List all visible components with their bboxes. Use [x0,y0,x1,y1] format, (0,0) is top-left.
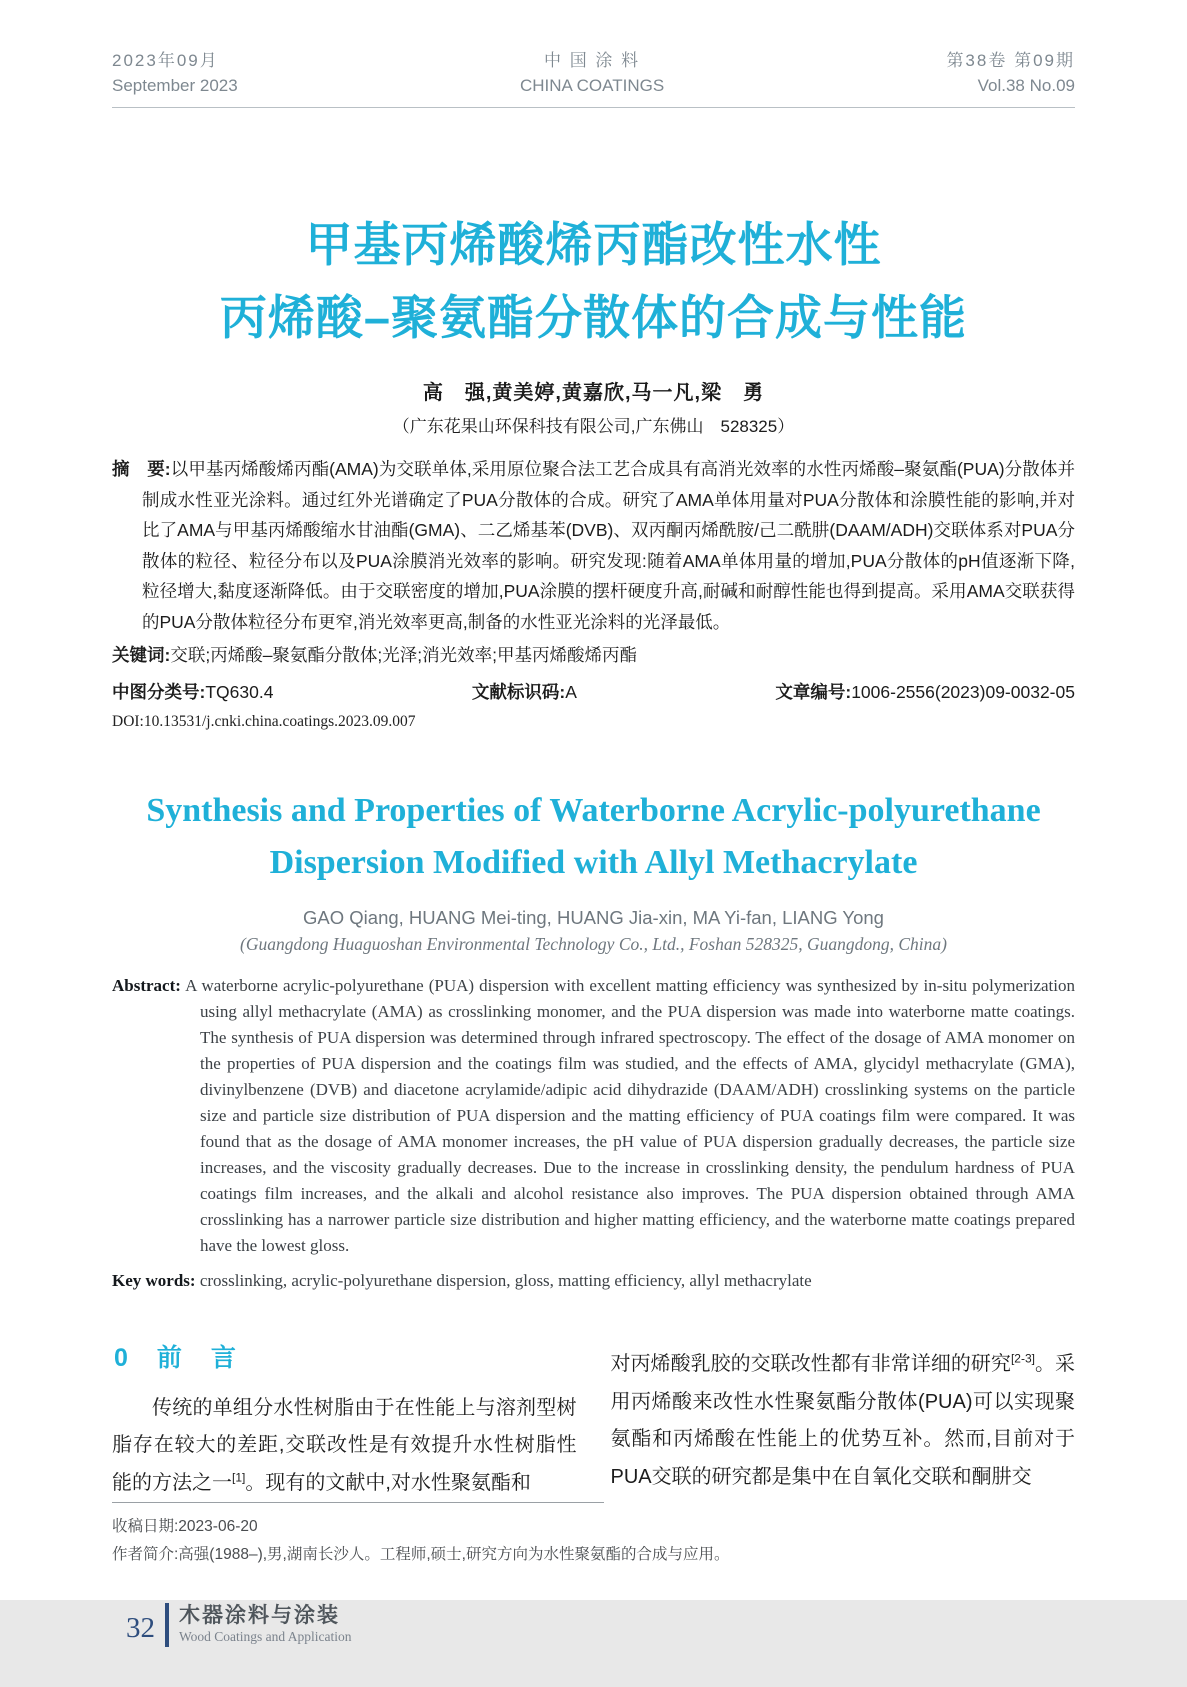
header-issue-date [112,48,238,98]
journal-name-cn: 中 国 涂 料 [543,51,641,70]
citation-ref-2-3: [2-3] [1010,1351,1035,1366]
intro-paragraph-right [611,1346,1076,1496]
document-code-value: A [565,682,577,702]
doi: DOI:10.13531/j.cnki.china.coatings.2023.09.007 [112,713,416,730]
authors-en: GAO Qiang, HUANG Mei-ting, HUANG Jia-xin, MA Yi-fan, LIANG Yong [303,907,884,928]
abstract-cn-label: 摘 要: [112,459,171,479]
author-bio: 作者简介:高强(1988–),男,湖南长沙人。工程师,硕士,研究方向为水性聚氨酯的合成与应用。 [112,1546,730,1563]
abstract-en [112,973,1075,1259]
keywords-cn-text: 交联;丙烯酸–聚氨酯分散体;光泽;消光效率;甲基丙烯酸烯丙酯 [170,645,638,665]
intro-paragraph-left [112,1390,577,1503]
keywords-cn-label: 关键词: [112,645,171,665]
intro-right-text-cont: 。采用丙烯酸来改性水性聚氨酯分散体(PUA)可以实现聚氨酯和丙烯酸在性能上的优势互补。然而,目前对于PUA交联的研究都是集中在自氧化交联和酮肼交 [610,1353,1076,1488]
article-title-cn-line1: 甲基丙烯酸烯丙酯改性水性 [305,218,882,271]
document-code [472,679,577,704]
article-title-en-line2: Dispersion Modified with Allyl Methacrylate [269,844,918,881]
intro-right-text: 对丙烯酸乳胶的交联改性都有非常详细的研究 [610,1353,1011,1375]
issue-date-en: September 2023 [112,76,238,95]
footer-section-cn: 木器涂料与涂装 [179,1604,340,1627]
volume-issue-cn: 第38卷 第09期 [946,51,1075,70]
abstract-en-label: Abstract: [112,976,181,995]
keywords-en-text: crosslinking, acrylic-polyurethane dispersion, gloss, matting efficiency, allyl methacrylate [199,1271,812,1290]
citation-ref-1: [1] [232,1469,246,1484]
article-title-cn [112,208,1075,354]
authors-cn: 高 强,黄美婷,黄嘉欣,马一凡,梁 勇 [422,382,765,404]
page-footer [112,1603,1075,1647]
keywords-cn [112,640,1075,670]
intro-two-columns [112,1336,1075,1502]
article-title-cn-line2: 丙烯酸–聚氨酯分散体的合成与性能 [219,291,968,344]
journal-name-en: CHINA COATINGS [519,76,665,95]
footnote-divider [112,1502,604,1503]
footnote-block [112,1513,1075,1569]
footer-section-en: Wood Coatings and Application [179,1629,352,1644]
intro-left-text: 传统的单组分水性树脂由于在性能上与溶剂型树脂存在较大的差距,交联改性是有效提升水性树脂性能的方法之一 [112,1396,577,1494]
clc-value: TQ630.4 [205,682,274,702]
abstract-cn [112,454,1075,637]
volume-issue-en: Vol.38 No.09 [977,76,1075,95]
header-journal-name [520,48,664,98]
footer-divider-bar [165,1603,169,1647]
section-heading-intro: 0 前 言 [114,1344,238,1372]
article-title-en [112,785,1075,889]
classification-row [112,679,1075,704]
article-title-en-line1: Synthesis and Properties of Waterborne Acrylic-polyurethane [146,792,1041,829]
abstract-en-text: A waterborne acrylic-polyurethane (PUA) dispersion with excellent matting efficiency was synthesized by in-situ polymerization using allyl methacrylate (AMA) as crosslinking monomer, and the PUA dispersion was made into waterborne matte coatings. The synthesis of PUA dispersion was determined through infrared spectroscopy. The effect of the dosage of AMA monomer on the properties of PUA dispersion and the coatings film was studied, and the effects of AMA, glycidyl methacrylate (GMA), divinylbenzene (DVB) and diacetone acrylamide/adipic acid dihydrazide (DAAM/ADH) crosslinking systems on the particle size and particle size distribution of PUA dispersion and the matting efficiency of PUA coatings film were compared. It was found that as the dosage of AMA monomer increases, the pH value of PUA dispersion gradually decreases, the particle size increases, and the viscosity gradually decreases. Due to the increase in crosslinking density, the pendulum hardness of PUA coatings film increases, and the alkali and alcohol resistance also improves. The PUA dispersion obtained through AMA crosslinking has a narrower particle size distribution and higher matting efficiency, and the waterborne matte coatings prepared have the lowest gloss. [185,976,1075,1255]
intro-right-column [611,1336,1076,1502]
clc-number [112,679,273,704]
intro-left-column [112,1336,577,1502]
received-date: 收稿日期:2023-06-20 [112,1518,258,1535]
affiliation-en: (Guangdong Huaguoshan Environmental Technology Co., Ltd., Foshan 528325, Guangdong, China) [240,934,947,954]
page-bottom-group [112,1502,1075,1687]
page-number: 32 [126,1611,155,1644]
keywords-en [112,1268,1075,1294]
article-number-value: 1006-2556(2023)09-0032-05 [851,682,1075,702]
header-volume-info [946,48,1075,98]
article-number-label: 文章编号: [775,682,852,702]
document-code-label: 文献标识码: [471,682,566,702]
article-number [775,679,1075,704]
keywords-en-label: Key words: [112,1271,196,1290]
footer-section-name [179,1604,352,1646]
affiliation-cn: （广东花果山环保科技有限公司,广东佛山 528325） [392,417,795,436]
clc-label: 中图分类号: [112,682,206,702]
intro-left-text-cont: 。现有的文献中,对水性聚氨酯和 [245,1471,531,1494]
journal-header [112,0,1075,108]
abstract-cn-text: 以甲基丙烯酸烯丙酯(AMA)为交联单体,采用原位聚合法工艺合成具有高消光效率的水性丙烯酸–聚氨酯(PUA)分散体并制成水性亚光涂料。通过红外光谱确定了PUA分散体的合成。研究了AMA单体用量对PUA分散体和涂膜性能的影响,并对比了AMA与甲基丙烯酸缩水甘油酯(GMA)、二乙烯基苯(DVB)、双丙酮丙烯酰胺/己二酰肼(DAAM/ADH)交联体系对PUA分散体的粒径、粒径分布以及PUA涂膜消光效率的影响。研究发现:随着AMA单体用量的增加,PUA分散体的pH值逐渐下降,粒径增大,黏度逐渐降低。由于交联密度的增加,PUA涂膜的摆杆硬度升高,耐碱和耐醇性能也得到提高。采用AMA交联获得的PUA分散体粒径分布更窄,消光效率更高,制备的水性亚光涂料的光泽最低。 [142,459,1075,632]
issue-date-cn: 2023年09月 [112,51,219,70]
